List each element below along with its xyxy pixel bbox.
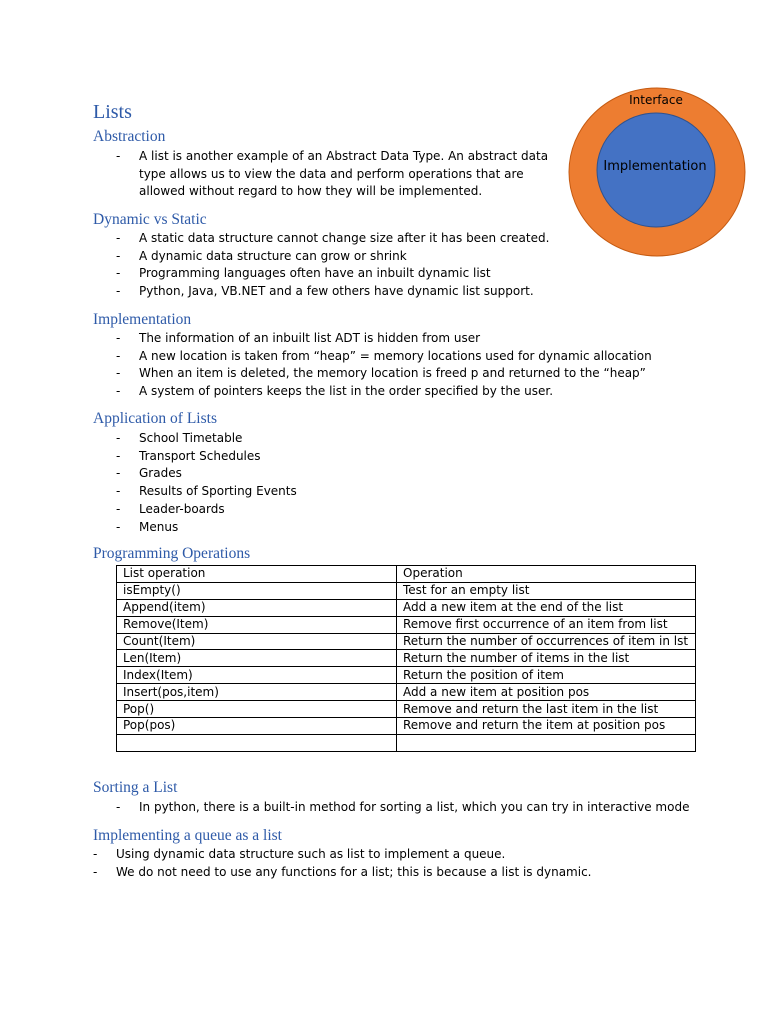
interface-implementation-diagram [567,86,749,258]
table-cell: Index(Item) [117,667,397,684]
implementation-label: Implementation [603,159,707,174]
section-heading-queue: Implementing a queue as a list [93,827,282,844]
list-item: - When an item is deleted, the memory location is freed p and returned to the “heap” [93,365,652,383]
table-cell: Append(item) [117,599,397,616]
table-cell: Count(Item) [117,633,397,650]
table-cell: Remove and return the item at position pos [397,718,696,735]
table-row [117,599,696,616]
table-cell [397,734,696,751]
table-row [117,616,696,633]
table-cell: Remove first occurrence of an item from list [397,616,696,633]
list-item: - A system of pointers keeps the list in the order specified by the user. [93,383,652,401]
section-heading-abstraction: Abstraction [93,128,166,145]
page-title: Lists [93,101,132,123]
table-cell: Test for an empty list [397,582,696,599]
list-item: - We do not need to use any functions for a list; this is because a list is dynamic. [93,864,591,882]
list-item: - Programming languages often have an inbuilt dynamic list [93,265,549,283]
list-item: - A static data structure cannot change size after it has been created. [93,230,549,248]
table-row [117,650,696,667]
section-heading-implementation: Implementation [93,311,192,328]
table-cell: Remove and return the last item in the list [397,701,696,718]
list-item: - A new location is taken from “heap” = memory locations used for dynamic allocation [93,348,652,366]
section-heading-operations: Programming Operations [93,545,251,562]
table-row [117,718,696,735]
operations-table [116,565,696,752]
table-cell: Insert(pos,item) [117,684,397,701]
dynamic-static-list [93,230,549,301]
table-row-empty [117,734,696,751]
list-item: - Results of Sporting Events [93,483,297,501]
interface-label: Interface [629,93,683,107]
table-row [117,633,696,650]
table-cell: Return the position of item [397,667,696,684]
table-cell: Add a new item at position pos [397,684,696,701]
implementation-list [93,330,652,401]
table-cell: isEmpty() [117,582,397,599]
list-item: - The information of an inbuilt list ADT is hidden from user [93,330,652,348]
table-header-cell: List operation [117,566,397,583]
table-cell: Return the number of occurrences of item in lst [397,633,696,650]
list-item: - Leader-boards [93,501,297,519]
table-row [117,684,696,701]
abstraction-list [93,148,573,201]
table-header-cell: Operation [397,566,696,583]
list-item: - A list is another example of an Abstract Data Type. An abstract data type allows us to view the data and perform operations that are allowed without regard to how they will be implemented. [93,148,573,201]
table-cell: Return the number of items in the list [397,650,696,667]
applications-list [93,430,297,536]
section-heading-sorting: Sorting a List [93,779,178,796]
list-item: - Transport Schedules [93,448,297,466]
sorting-list [93,799,689,817]
list-item: - Grades [93,465,297,483]
list-item: - Using dynamic data structure such as list to implement a queue. [93,846,591,864]
table-cell: Add a new item at the end of the list [397,599,696,616]
list-item: - In python, there is a built-in method for sorting a list, which you can try in interactive mode [93,799,689,817]
table-cell: Pop() [117,701,397,718]
table-cell: Remove(Item) [117,616,397,633]
section-heading-dynamic-static: Dynamic vs Static [93,211,207,228]
list-item: - School Timetable [93,430,297,448]
list-item: - A dynamic data structure can grow or shrink [93,248,549,266]
table-cell [117,734,397,751]
table-header-row [117,566,696,583]
list-item: - Menus [93,519,297,537]
section-heading-applications: Application of Lists [93,410,217,427]
table-cell: Len(Item) [117,650,397,667]
table-row [117,667,696,684]
queue-list [93,846,591,881]
list-item: - Python, Java, VB.NET and a few others have dynamic list support. [93,283,549,301]
table-row [117,701,696,718]
table-row [117,582,696,599]
table-cell: Pop(pos) [117,718,397,735]
